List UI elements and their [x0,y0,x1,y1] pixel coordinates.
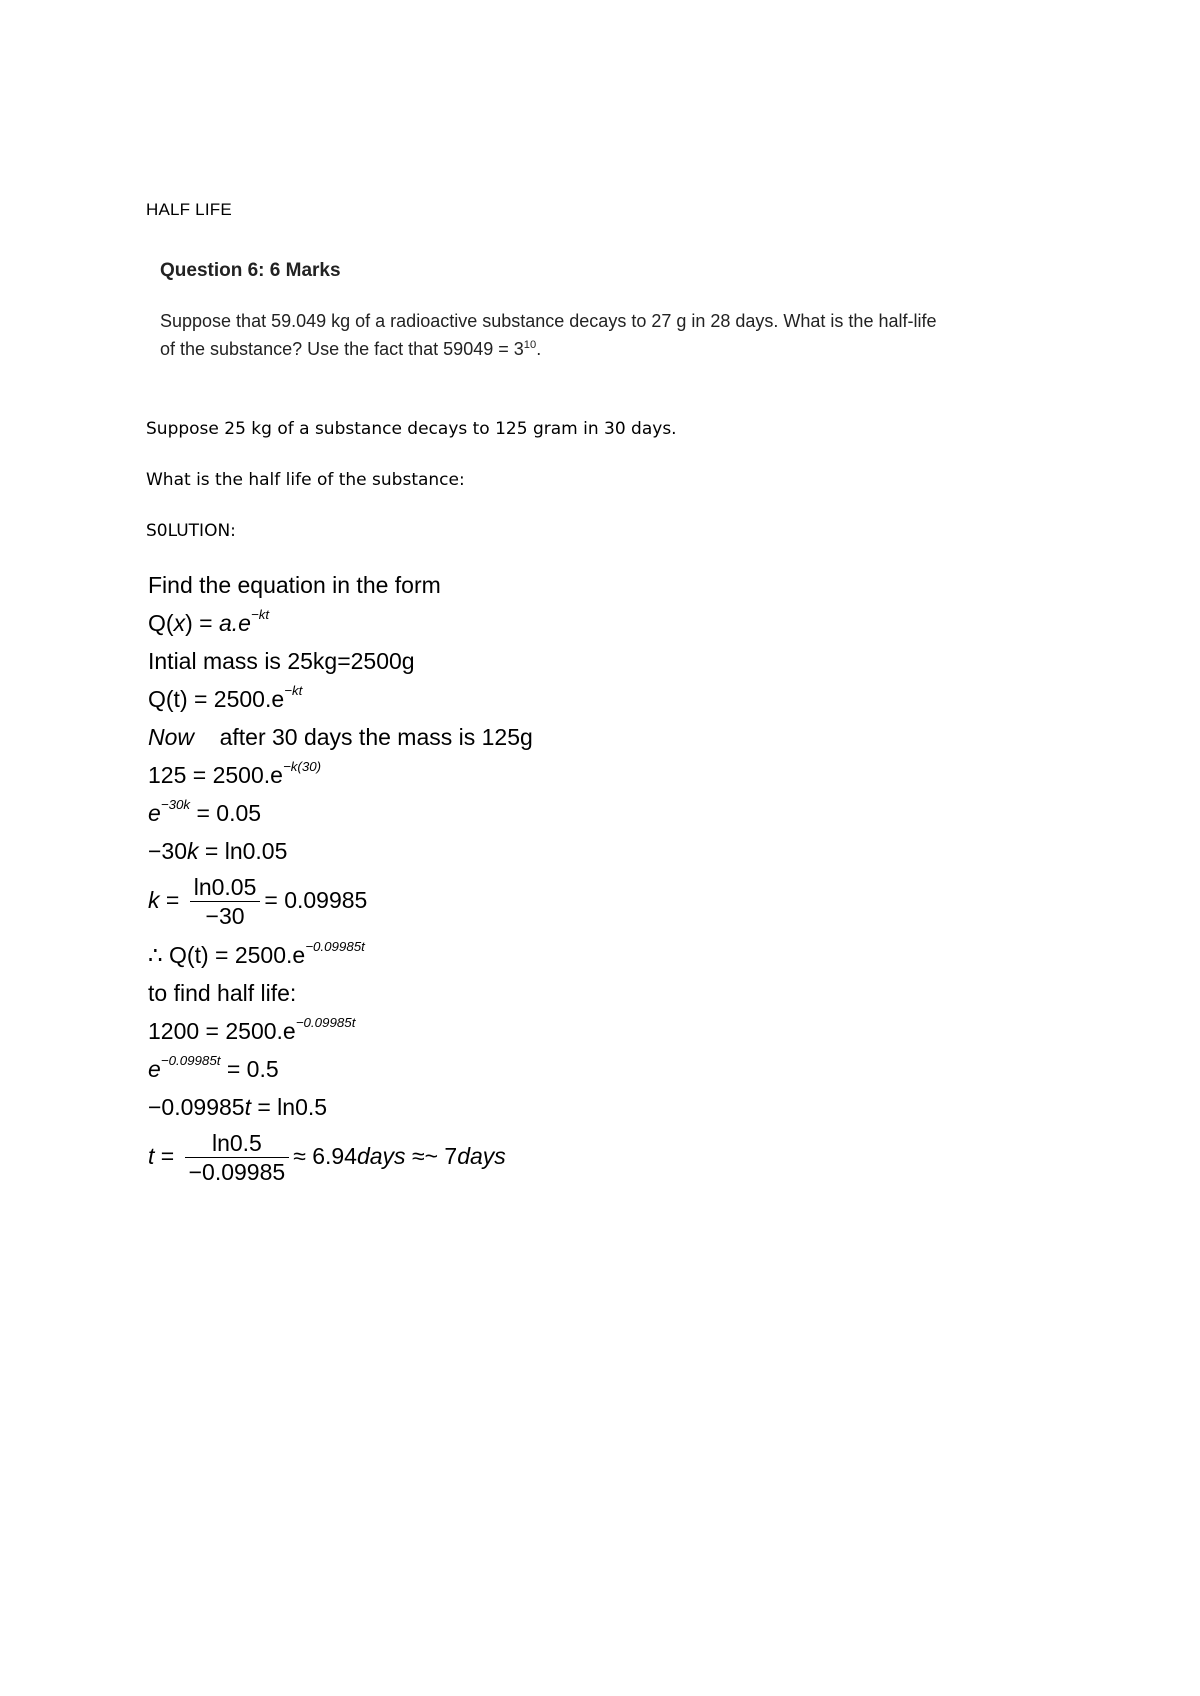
math-line-2: $Q(x) = a.e^{-kt}$ [148,607,270,636]
math-line-6: $125 = 2500.e^{-k(30)}$ [148,759,322,788]
math-line-14: −0.09985t = ln0.5 [148,1094,328,1120]
math-line-3: Intial mass is 25kg=2500g [148,648,415,674]
math-line-8: −30k = ln0.05 [148,838,288,864]
problem-question: What is the half life of the substance: [146,470,465,490]
problem-statement: Suppose 25 kg of a substance decays to 125 gram in 30 days. [146,419,677,439]
math-line-5: Now after 30 days the mass is 125g [148,724,533,750]
question-line-1: Suppose that 59.049 kg of a radioactive substance decays to 27 g in 28 days. What is the half-life [160,311,937,331]
fraction-k: $\frac{\ln 0.05}{-30}$ [190,876,261,928]
math-line-13: $e^{-0.09985t} = 0.5$ [148,1053,279,1082]
math-line-12: $1200 = 2500.e^{-0.09985t}$ [148,1015,356,1044]
fraction-t: $\frac{\ln 0.5}{-0.09985}$ [185,1132,290,1184]
question-line-2: of the substance? Use the fact that $59049 = 3^{10}$. [160,339,542,359]
math-line-15: t = $\frac{\ln 0.5}{-0.09985}$ ≈ 6.94days ≈~ 7days [148,1130,506,1185]
document-title: HALF LIFE [146,200,232,219]
math-line-11: to find half life: [148,980,297,1006]
math-line-9: k = $\frac{\ln 0.05}{-30}$ = 0.09985 [148,874,368,929]
question-exponent: 10 [523,339,537,351]
question-title: Question 6: 6 Marks [160,260,341,281]
math-line-7: $e^{-30k} = 0.05$ [148,797,262,826]
math-line-1: Find the equation in the form [148,572,441,598]
math-line-4: $Q(t) = 2500.e^{-kt}$ [148,683,303,712]
math-line-10: ∴ $Q(t) = 2500.e^{-0.09985t}$ [148,939,365,968]
solution-label: S0LUTION: [146,521,236,541]
